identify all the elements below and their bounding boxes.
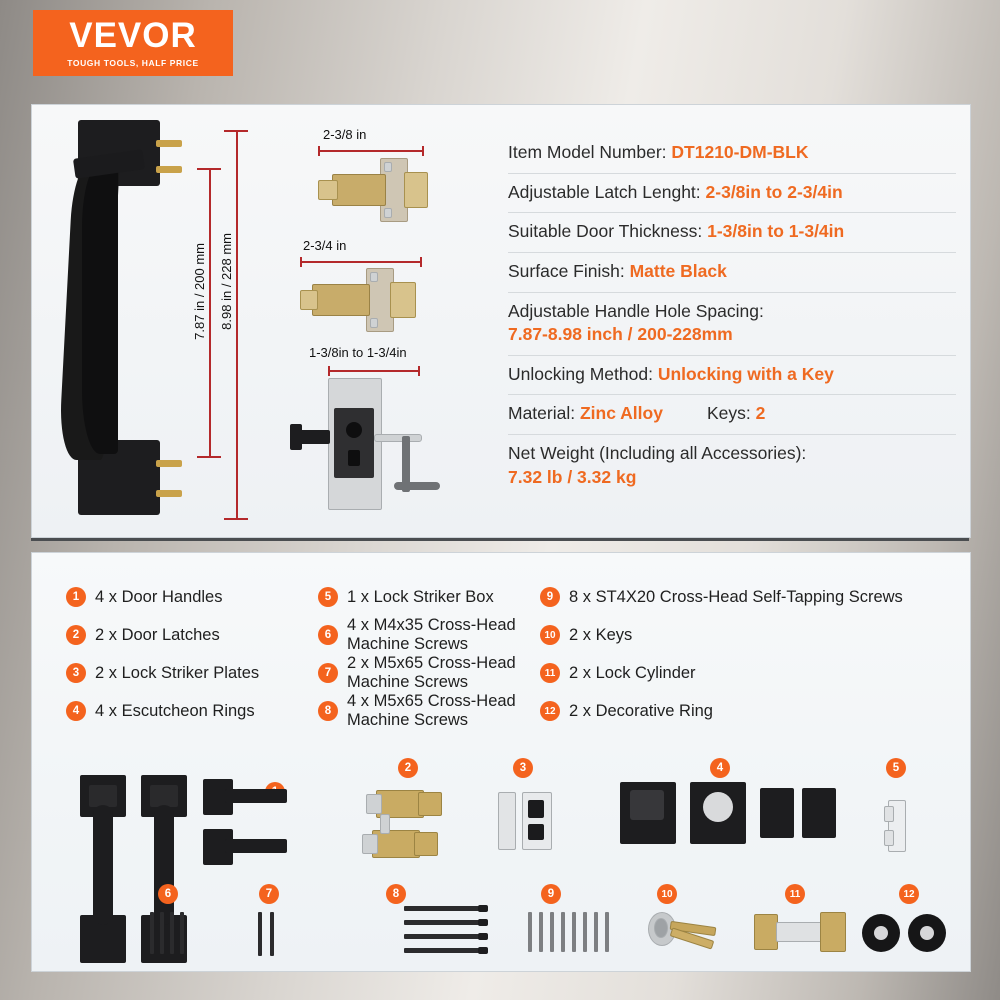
brand-tagline: TOUGH TOOLS, HALF PRICE xyxy=(67,58,199,68)
part-number-badge: 2 xyxy=(66,625,86,645)
photo-badge-4: 4 xyxy=(710,758,730,778)
door-handle-photo xyxy=(60,120,170,540)
door-thickness-label: 1-3/8in to 1-3/4in xyxy=(309,345,407,360)
lock-cylinder-photo xyxy=(754,910,850,958)
part-number-badge: 12 xyxy=(540,701,560,721)
parts-column-3 xyxy=(540,578,960,730)
list-item xyxy=(66,692,326,730)
dimension-line-inner xyxy=(209,168,211,458)
photo-badge-9: 9 xyxy=(541,884,561,904)
spec-row xyxy=(508,253,956,293)
spec-row xyxy=(508,174,956,214)
escutcheon-rings-photo xyxy=(620,782,810,862)
decorative-rings-photo xyxy=(862,912,946,956)
part-label: 2 x Decorative Ring xyxy=(569,701,713,720)
photo-badge-8: 8 xyxy=(386,884,406,904)
door-thickness-diagram xyxy=(290,378,470,518)
vevor-logo xyxy=(33,10,233,76)
door-latch-photo-1 xyxy=(318,158,428,220)
spec-value: 2-3/8in to 2-3/4in xyxy=(705,181,843,202)
part-label: 8 x ST4X20 Cross-Head Self-Tapping Screws xyxy=(569,587,903,606)
dimension-line-outer xyxy=(236,130,238,520)
part-number-badge: 5 xyxy=(318,587,338,607)
spec-label: Item Model Number: xyxy=(508,142,667,162)
dimension-inner-label: 7.87 in / 200 mm xyxy=(192,243,207,340)
spec-row xyxy=(508,356,956,396)
list-item xyxy=(318,692,548,730)
brand-name: VEVOR xyxy=(69,16,197,55)
part-number-badge: 8 xyxy=(318,701,338,721)
part-label: 4 x M4x35 Cross-Head Machine Screws xyxy=(347,616,516,653)
part-number-badge: 7 xyxy=(318,663,338,683)
part-number-badge: 10 xyxy=(540,625,560,645)
part-label: 2 x M5x65 Cross-Head Machine Screws xyxy=(347,654,516,691)
part-label: 2 x Keys xyxy=(569,625,633,644)
list-item xyxy=(540,692,960,730)
photo-badge-5: 5 xyxy=(886,758,906,778)
parts-column-1 xyxy=(66,578,326,730)
part-label: 1 x Lock Striker Box xyxy=(347,587,494,606)
keys-photo xyxy=(640,908,720,960)
m4x35-screws-photo xyxy=(148,912,194,958)
part-label: 2 x Lock Striker Plates xyxy=(95,663,260,682)
spec-value: 7.87-8.98 inch / 200-228mm xyxy=(508,324,733,345)
part-number-badge: 4 xyxy=(66,701,86,721)
list-item xyxy=(540,616,960,654)
spec-row xyxy=(508,435,956,497)
spec-row xyxy=(508,293,956,356)
photo-badge-7: 7 xyxy=(259,884,279,904)
part-number-badge: 9 xyxy=(540,587,560,607)
part-number-badge: 1 xyxy=(66,587,86,607)
dimension-outer-label: 8.98 in / 228 mm xyxy=(219,233,234,330)
spec-label-secondary: Keys: xyxy=(706,403,751,424)
spec-row xyxy=(508,395,956,435)
part-number-badge: 6 xyxy=(318,625,338,645)
latch-small-label: 2-3/8 in xyxy=(323,127,367,142)
spec-value-secondary: 2 xyxy=(755,403,766,424)
spec-label: Adjustable Handle Hole Spacing: xyxy=(508,300,764,321)
photo-badge-2: 2 xyxy=(398,758,418,778)
spec-row xyxy=(508,134,956,174)
m5x65-screws-photo-a xyxy=(254,912,284,958)
spec-label: Material: xyxy=(508,403,576,424)
spec-value: Zinc Alloy xyxy=(579,403,663,424)
parts-column-2 xyxy=(318,578,548,730)
spec-row xyxy=(508,213,956,253)
part-label: 4 x M5x65 Cross-Head Machine Screws xyxy=(347,692,516,729)
list-item xyxy=(66,654,326,692)
st4x20-screws-photo xyxy=(528,912,614,958)
list-item xyxy=(66,578,326,616)
list-item xyxy=(540,654,960,692)
list-item xyxy=(318,654,548,692)
spec-value: Matte Black xyxy=(629,260,727,281)
part-number-badge: 3 xyxy=(66,663,86,683)
list-item xyxy=(540,578,960,616)
spec-label: Surface Finish: xyxy=(508,260,625,281)
spec-value: Unlocking with a Key xyxy=(657,363,834,384)
lock-striker-box-photo xyxy=(884,800,914,855)
spec-label: Unlocking Method: xyxy=(508,363,653,384)
specification-list xyxy=(508,134,956,497)
photo-badge-6: 6 xyxy=(158,884,178,904)
door-latch-photo-2 xyxy=(300,268,428,330)
spec-label: Net Weight (Including all Accessories): xyxy=(508,443,807,463)
spec-value: 7.32 lb / 3.32 kg xyxy=(508,466,637,487)
list-item xyxy=(66,616,326,654)
section-divider xyxy=(31,538,969,541)
spec-label: Suitable Door Thickness: xyxy=(508,221,703,242)
part-label: 2 x Door Latches xyxy=(95,625,220,644)
list-item xyxy=(318,616,548,654)
list-item xyxy=(318,578,548,616)
photo-badge-10: 10 xyxy=(657,884,677,904)
latch-large-label: 2-3/4 in xyxy=(303,238,347,253)
part-label: 4 x Door Handles xyxy=(95,587,223,606)
lock-striker-plates-photo xyxy=(498,790,568,860)
m5x65-screws-photo-b xyxy=(404,906,494,962)
door-latches-photo xyxy=(352,790,462,870)
spec-value: DT1210-DM-BLK xyxy=(671,142,809,162)
part-number-badge: 11 xyxy=(540,663,560,683)
part-label: 4 x Escutcheon Rings xyxy=(95,701,255,720)
part-label: 2 x Lock Cylinder xyxy=(569,663,696,682)
photo-badge-3: 3 xyxy=(513,758,533,778)
photo-badge-12: 12 xyxy=(899,884,919,904)
spec-label: Adjustable Latch Lenght: xyxy=(508,181,701,202)
photo-badge-11: 11 xyxy=(785,884,805,904)
spec-value: 1-3/8in to 1-3/4in xyxy=(707,221,845,242)
